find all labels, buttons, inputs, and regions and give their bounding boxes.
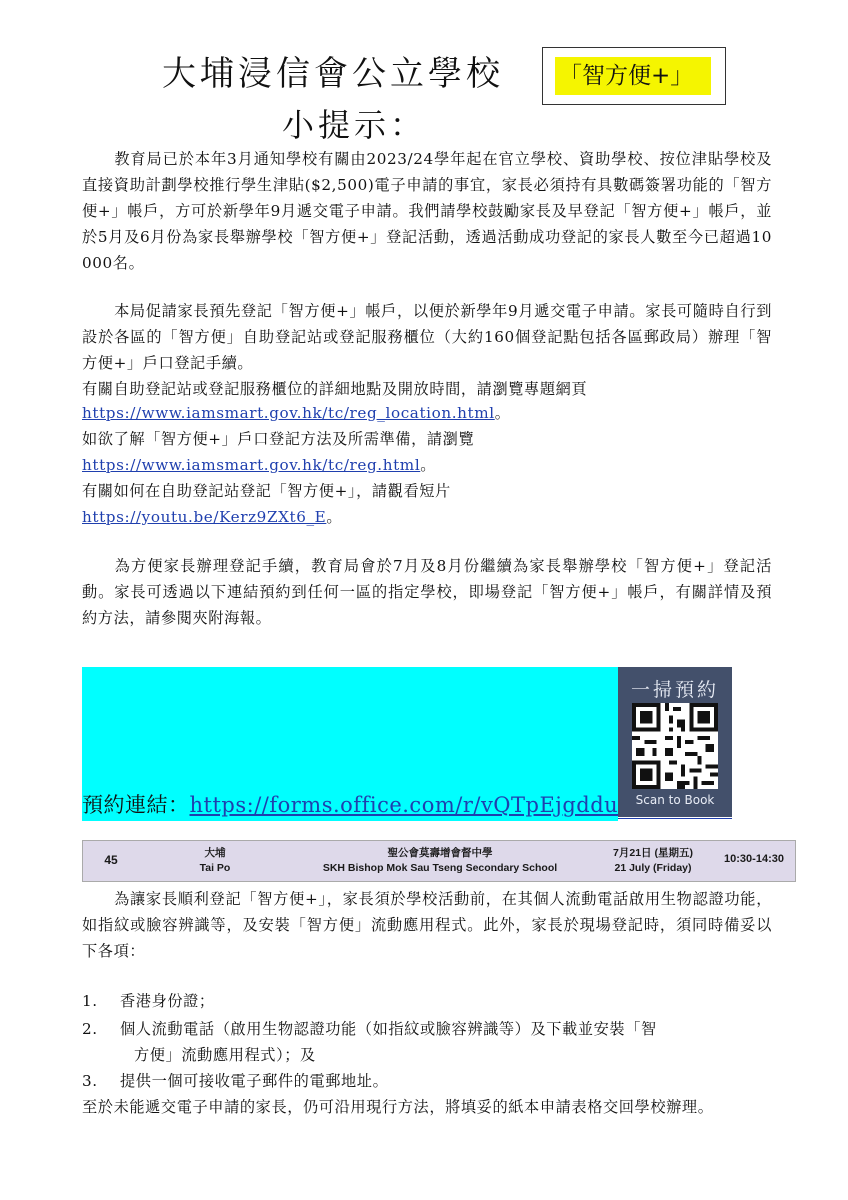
location-link-line: https://www.iamsmart.gov.hk/tc/reg_location.html。 bbox=[82, 404, 511, 422]
list-item: 3. 提供一個可接收電子郵件的電郵地址。 bbox=[82, 1072, 389, 1090]
list-item: 1. 香港身份證； bbox=[82, 992, 215, 1010]
qr-code[interactable] bbox=[632, 703, 718, 789]
video-link[interactable]: https://youtu.be/Kerz9ZXt6_E bbox=[82, 508, 327, 526]
booking-banner bbox=[82, 667, 618, 789]
qr-heading: 一掃預約 bbox=[630, 679, 719, 701]
paragraph-closing: 至於未能遞交電子申請的家長，仍可沿用現行方法，將填妥的紙本申請表格交回學校辦理。 bbox=[82, 1098, 714, 1116]
date-cell: 7月21日 (星期五) 21 July (Friday) bbox=[613, 847, 693, 874]
location-link[interactable]: https://www.iamsmart.gov.hk/tc/reg_location.html bbox=[82, 404, 495, 422]
reg-info-line: 如欲了解「智方便+」戶口登記方法及所需準備，請瀏覽 bbox=[82, 430, 475, 448]
school-cell: 聖公會莫壽增會督中學 SKH Bishop Mok Sau Tseng Secondary School bbox=[322, 847, 558, 874]
paragraph-register-early: 本局促請家長預先登記「智方便+」帳戶，以便於新學年9月遞交電子申請。家長可隨時自行到設於各區的「智方便」自助登記站或登記服務櫃位（大約160個登記點包括各區郵政局）辦理「智方便+」戶口登記手續。 bbox=[82, 302, 772, 372]
school-row bbox=[82, 840, 796, 882]
row-number: 45 bbox=[104, 853, 118, 867]
video-link-line: https://youtu.be/Kerz9ZXt6_E。 bbox=[82, 508, 343, 526]
location-info-line: 有關自助登記站或登記服務櫃位的詳細地點及開放時間，請瀏覽專題網頁 bbox=[82, 380, 588, 398]
booking-link[interactable]: https://forms.office.com/r/vQTpEjgddu bbox=[189, 793, 619, 817]
district-cell: 大埔 Tai Po bbox=[199, 847, 231, 874]
paragraph-intro: 教育局已於本年3月通知學校有關由2023/24學年起在官立學校、資助學校、按位津貼學校及直接資助計劃學校推行學生津貼($2,500)電子申請的事宜，家長必須持有具數碼簽署功能的「智方便+」帳戶，方可於新學年9月遞交電子申請。我們請學校鼓勵家長及早登記「智方便+」帳戶，並於5月及6月份為家長舉辦學校「智方便+」登記活動，透過活動成功登記的家長人數至今已超過10 000名。 bbox=[82, 150, 772, 272]
iamsmart-badge: 「智方便+」 bbox=[555, 57, 711, 95]
booking-label: 預約連結： bbox=[82, 793, 190, 817]
reg-link-line: https://www.iamsmart.gov.hk/tc/reg.html。 bbox=[82, 456, 437, 474]
time-cell: 10:30-14:30 bbox=[724, 853, 784, 865]
badge-frame bbox=[542, 47, 726, 105]
qr-panel bbox=[618, 667, 732, 817]
paragraph-booking: 為方便家長辦理登記手續，教育局會於7月及8月份繼續為家長舉辦學校「智方便+」登記活動。家長可透過以下連結預約到任何一區的指定學校，即場登記「智方便+」帳戶，有關詳情及預約方法，請參閱夾附海報。 bbox=[82, 557, 772, 627]
reg-link[interactable]: https://www.iamsmart.gov.hk/tc/reg.html bbox=[82, 456, 421, 474]
video-info-line: 有關如何在自助登記站登記「智方便+」，請觀看短片 bbox=[82, 482, 451, 500]
page-title: 大埔浸信會公立學校 bbox=[162, 54, 504, 94]
page-subtitle: 小提示： bbox=[282, 106, 427, 144]
list-item-continuation: 方便」流動應用程式）；及 bbox=[134, 1046, 316, 1064]
qr-caption: Scan to Book bbox=[635, 793, 715, 807]
booking-underline bbox=[618, 818, 732, 819]
paragraph-preparation: 為讓家長順利登記「智方便+」，家長須於學校活動前，在其個人流動電話啟用生物認證功能，如指紋或臉容辨識等，及安裝「智方便」流動應用程式。此外，家長於現場登記時，須同時備妥以下各項： bbox=[82, 890, 772, 960]
list-item: 2. 個人流動電話（啟用生物認證功能（如指紋或臉容辨識等）及下載並安裝「智 bbox=[82, 1020, 657, 1038]
booking-line bbox=[82, 789, 618, 821]
